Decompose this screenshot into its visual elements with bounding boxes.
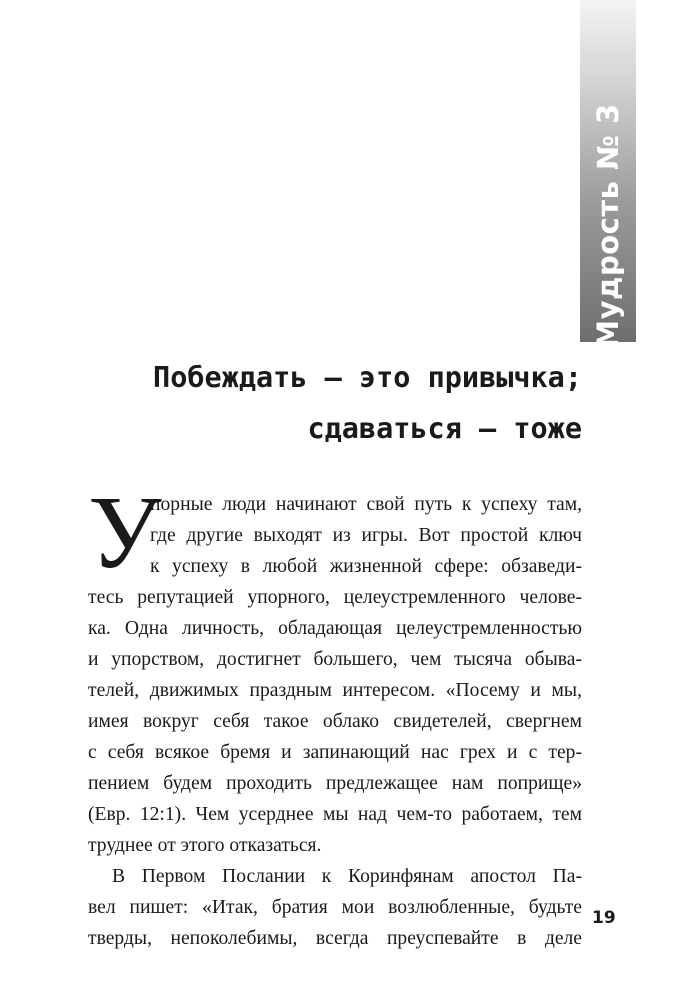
- paragraph-line: где другие выходят из игры. Вот простой ключ: [150, 525, 582, 546]
- paragraph-line: порные люди начинают свой путь к успеху там,: [150, 494, 582, 515]
- chapter-label: Мудрость № 3: [591, 103, 625, 349]
- heading-line-1: Побеждать — это привычка;: [153, 361, 582, 394]
- body-text: [88, 475, 582, 954]
- paragraph-line: имея вокруг себя такое облако свидетелей, свергнем: [88, 711, 582, 732]
- drop-cap-letter: У: [88, 475, 162, 590]
- paragraph-line: тверды, непоколебимы, всегда преуспевайте в деле: [88, 928, 582, 949]
- paragraph-line: труднее от этого отказаться.: [88, 835, 322, 856]
- paragraph-line: ка. Одна личность, обладающая целеустремленностью: [88, 618, 582, 639]
- chapter-heading: [60, 352, 582, 454]
- page-number: 19: [592, 908, 616, 928]
- heading-line-2: сдаваться — тоже: [307, 412, 582, 445]
- paragraph-line: телей, движимых праздным интересом. «Посему и мы,: [88, 680, 582, 701]
- paragraph-line: пением будем проходить предлежащее нам поприще»: [88, 773, 582, 794]
- paragraph-line: В Первом Послании к Коринфянам апостол Па-: [112, 866, 582, 887]
- paragraph-line: с себя всякое бремя и запинающий нас грех и с тер-: [88, 742, 582, 763]
- paragraph-line: и упорством, достигнет большего, чем тысяча обыва-: [88, 649, 582, 670]
- chapter-side-tab: [580, 0, 636, 349]
- paragraph-line: вел пишет: «Итак, братия мои возлюбленные, будьте: [88, 897, 582, 918]
- paragraph-line: к успеху в любой жизненной сфере: обзаведи-: [150, 556, 582, 577]
- paragraph-line: (Евр. 12:1). Чем усерднее мы над чем-то работаем, тем: [88, 804, 582, 825]
- paragraph-line: тесь репутацией упорного, целеустремленного челове-: [88, 587, 582, 608]
